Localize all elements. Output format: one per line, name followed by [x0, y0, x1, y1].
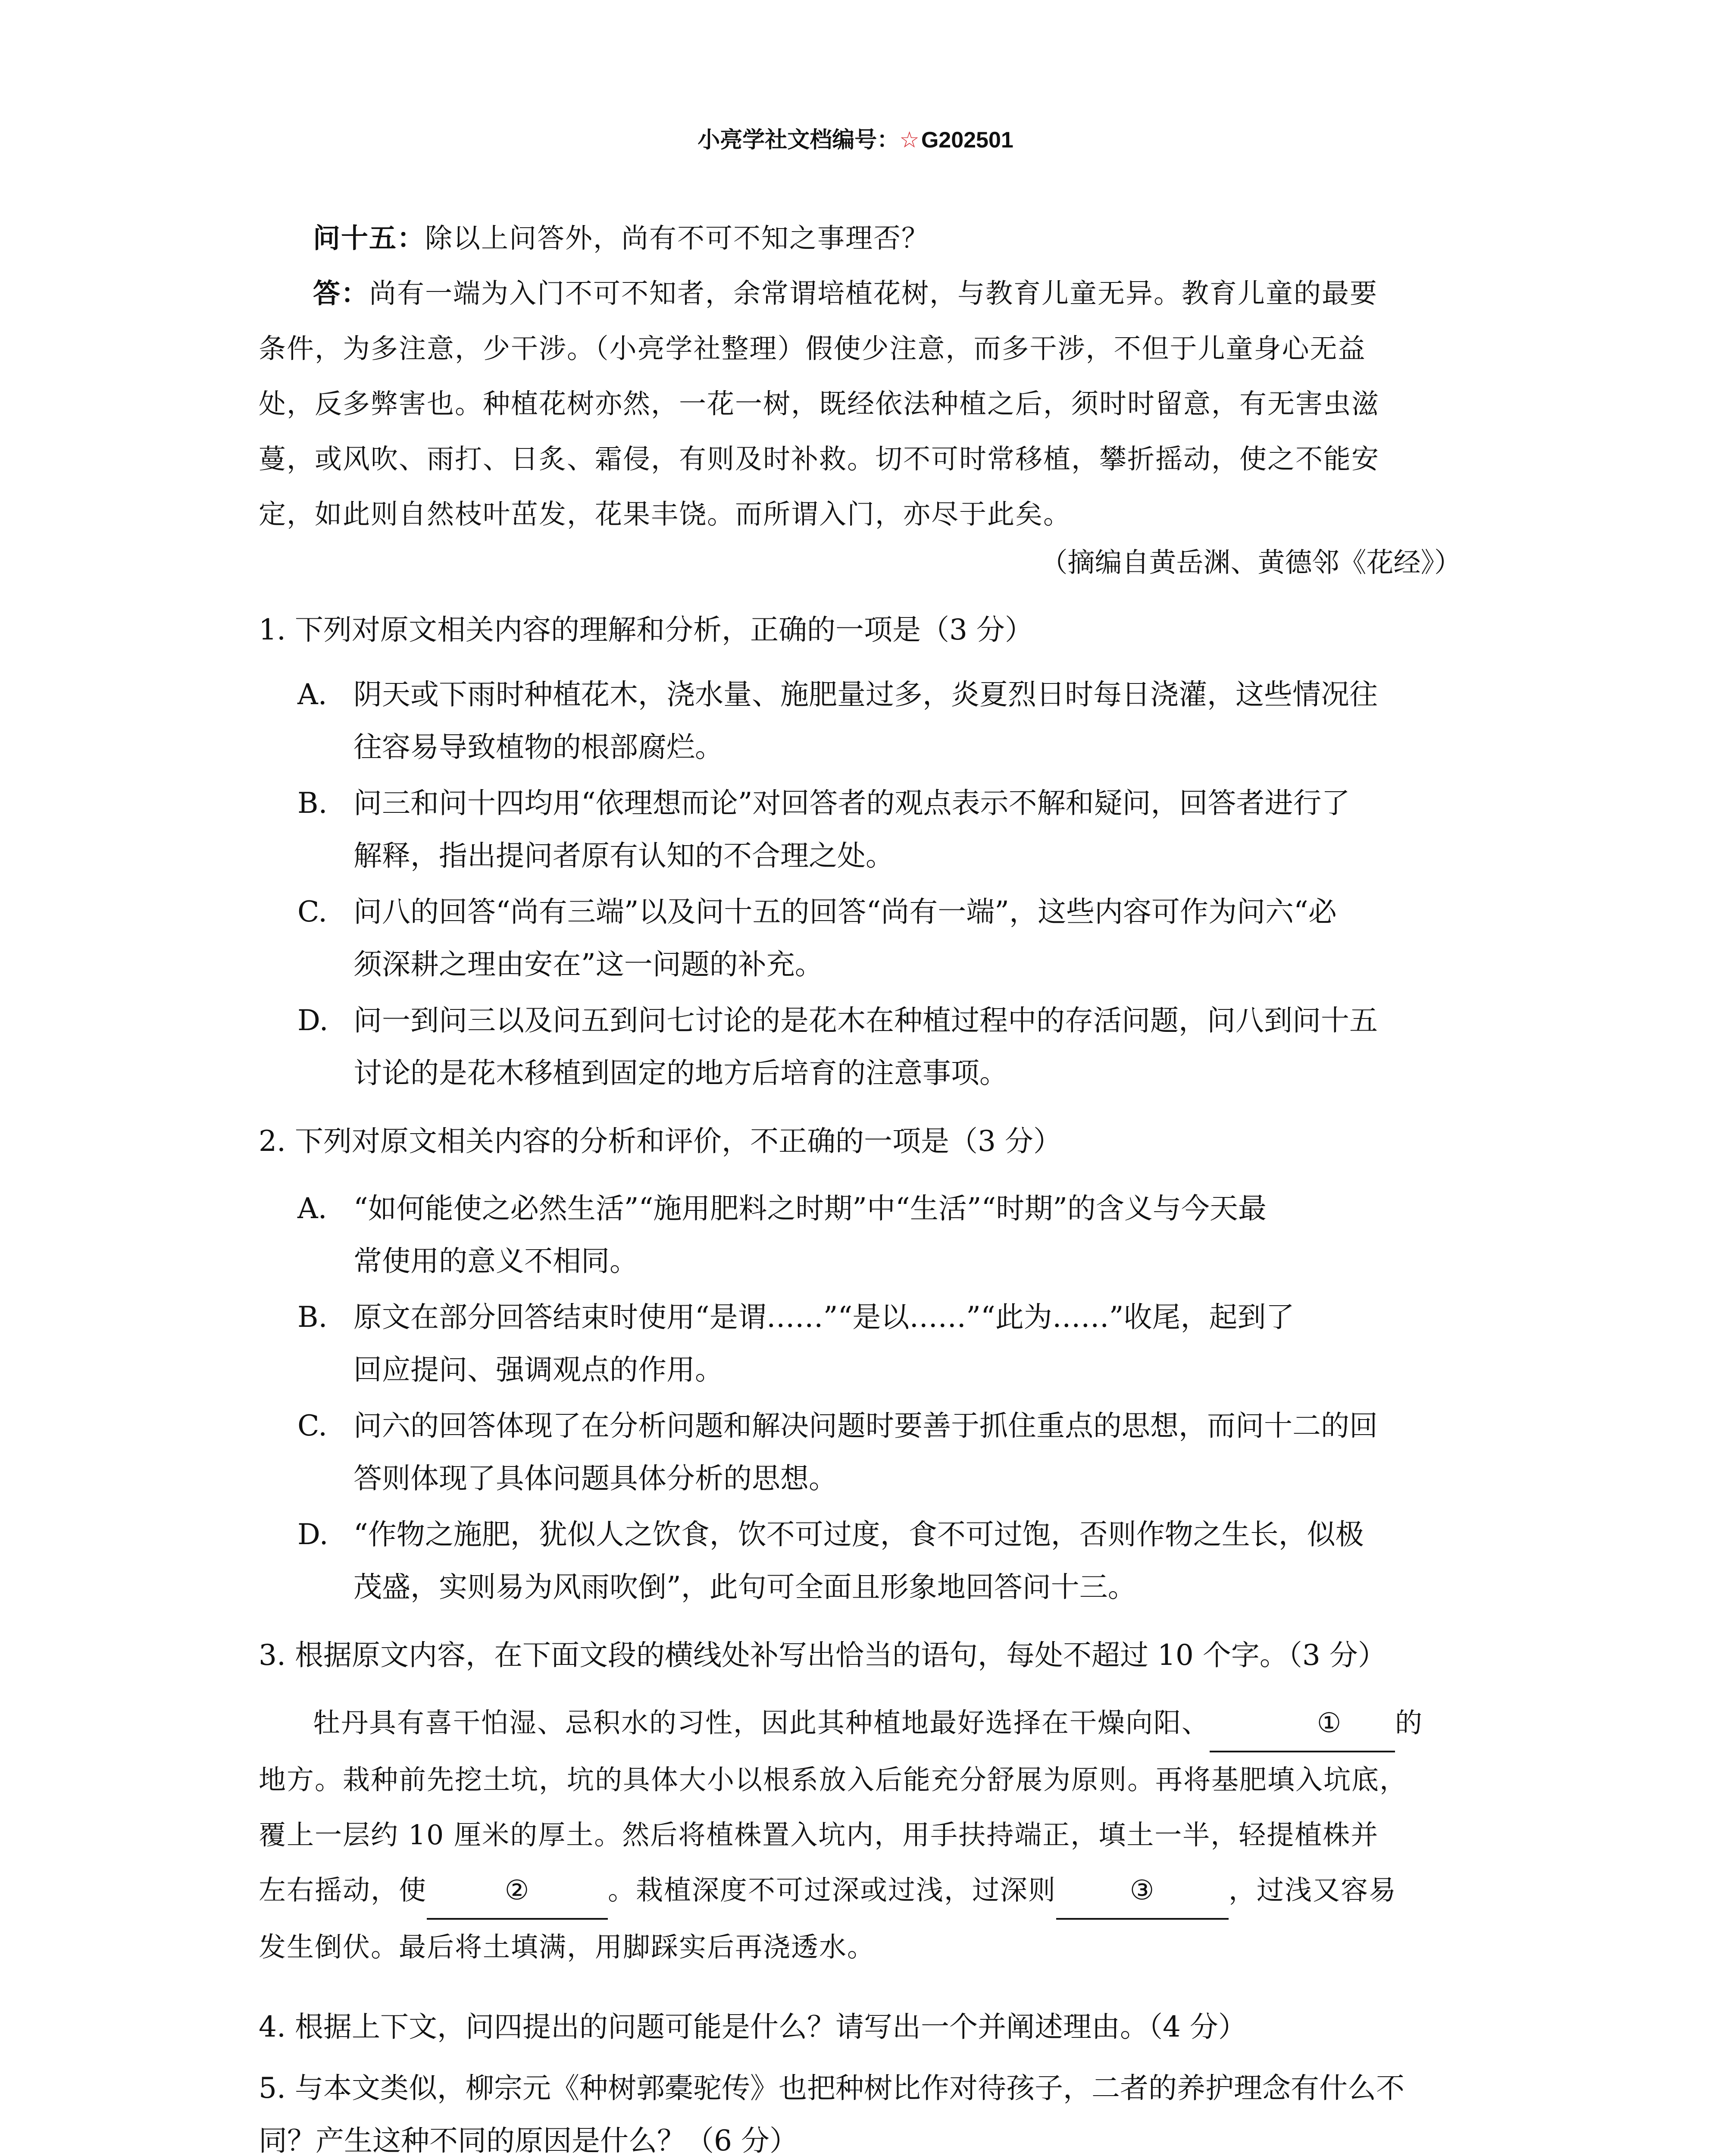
answer-blank-1[interactable]: [1210, 1695, 1395, 1752]
option-text-line2: 解释，指出提问者原有认知的不合理之处。: [353, 839, 894, 872]
q3-text: 牡丹具有喜干怕湿、忌积水的习性，因此其种植地最好选择在干燥向阳、: [313, 1707, 1210, 1739]
question-2-option-a: [297, 1182, 1466, 1288]
option-letter: D.: [297, 1518, 328, 1551]
blank-number: ③: [1129, 1874, 1155, 1906]
q3-text: 地方。栽种前先挖土坑，坑的具体大小以根系放入后能充分舒展为原则。再将基肥填入坑底，: [259, 1764, 1408, 1796]
header-prefix: 小亮学社文档编号：: [698, 128, 900, 153]
option-letter: B.: [297, 787, 328, 820]
option-letter: B.: [297, 1300, 328, 1334]
question-5-line1: 5. 与本文类似，柳宗元《种树郭橐驼传》也把种树比作对待孩子，二者的养护理念有什么不: [259, 2071, 1404, 2105]
question-1-stem: 1. 下列对原文相关内容的理解和分析，正确的一项是（3 分）: [259, 613, 1033, 646]
star-icon: ☆: [899, 128, 920, 153]
q3-text: 。栽植深度不可过深或过浅，过深则: [608, 1874, 1056, 1906]
question-3-passage: [259, 1695, 1466, 1975]
a15-line-1: 尚有一端为入门不可不知者，余常谓培植花树，与教育儿童无异。教育儿童的最要: [369, 278, 1378, 309]
option-text-line1: 问一到问三以及问五到问七讨论的是花木在种植过程中的存活问题，问八到问十五: [353, 1004, 1378, 1037]
option-letter: A.: [297, 678, 327, 711]
a15-line-3: 处，反多弊害也。种植花树亦然，一花一树，既经依法种植之后，须时时留意，有无害虫滋: [259, 388, 1379, 420]
option-text-line1: 阴天或下雨时种植花木，浇水量、施肥量过多，炎夏烈日时每日浇灌，这些情况往: [353, 678, 1378, 711]
question-4-stem: 4. 根据上下文，问四提出的问题可能是什么？请写出一个并阐述理由。（4 分）: [259, 2010, 1247, 2043]
q3-text: 覆上一层约 10 厘米的厚土。然后将植株置入坑内，用手扶持端正，填土一半，轻提植株并: [259, 1819, 1379, 1851]
option-text-line2: 回应提问、强调观点的作用。: [353, 1353, 723, 1386]
question-1-option-d: [297, 994, 1466, 1100]
option-text-line2: 常使用的意义不相同。: [353, 1244, 638, 1278]
q15-text: 除以上问答外，尚有不可不知之事理否？: [425, 222, 929, 254]
option-text-line1: “如何能使之必然生活”“施用肥料之时期”中“生活”“时期”的含义与今天最: [353, 1192, 1267, 1225]
a15-line-2: 条件，为多注意，少干涉。（小亮学社整理）假使少注意，而多干涉，不但于儿童身心无益: [259, 333, 1366, 364]
question-5-stem: [259, 2062, 1466, 2156]
option-text-line2: 茂盛，实则易为风雨吹倒”，此句可全面且形象地回答问十三。: [353, 1570, 1136, 1604]
option-text-line2: 讨论的是花木移植到固定的地方后培育的注意事项。: [353, 1056, 1008, 1090]
q3-text: 发生倒伏。最后将土填满，用脚踩实后再浇透水。: [259, 1931, 875, 1963]
option-letter: C.: [297, 1409, 328, 1442]
question-1-option-b: [297, 777, 1466, 882]
option-text-line2: 须深耕之理由安在”这一问题的补充。: [353, 948, 823, 981]
option-letter: A.: [297, 1192, 327, 1225]
q3-text: 的: [1395, 1707, 1423, 1739]
question-2-stem: 2. 下列对原文相关内容的分析和评价，不正确的一项是（3 分）: [259, 1125, 1062, 1158]
question-5-line2: 同？产生这种不同的原因是什么？（6 分）: [259, 2124, 798, 2156]
question-1-option-c: [297, 886, 1466, 991]
question-3-stem: 3. 根据原文内容，在下面文段的横线处补写出恰当的语句，每处不超过 10 个字。（3 分）: [259, 1639, 1386, 1672]
header-code: G202501: [921, 128, 1013, 153]
q15-label: 问十五：: [313, 222, 425, 254]
question-2-option-b: [297, 1291, 1466, 1396]
question-2-option-d: [297, 1508, 1466, 1614]
q3-text: 左右摇动，使: [259, 1874, 427, 1906]
option-text-line1: 原文在部分回答结束时使用“是谓……”“是以……”“此为……”收尾，起到了: [353, 1300, 1295, 1334]
document-header: [0, 122, 1711, 154]
passage-answer: [259, 266, 1461, 542]
option-text-line1: 问八的回答“尚有三端”以及问十五的回答“尚有一端”，这些内容可作为问六“必: [353, 895, 1337, 928]
option-text-line2: 答则体现了具体问题具体分析的思想。: [353, 1462, 837, 1495]
q3-text: ，过浅又容易: [1229, 1874, 1397, 1906]
option-letter: C.: [297, 895, 328, 928]
answer-blank-3[interactable]: [1056, 1863, 1229, 1920]
question-2-option-c: [297, 1400, 1466, 1505]
blank-number: ①: [1317, 1707, 1342, 1739]
blank-number: ②: [504, 1874, 530, 1906]
a15-label: 答：: [313, 277, 369, 309]
passage-source: （摘编自黄岳渊、黄德邻《花经》）: [1040, 547, 1461, 578]
option-letter: D.: [297, 1004, 328, 1037]
option-text-line1: “作物之施肥，犹似人之饮食，饮不可过度，食不可过饱，否则作物之生长，似极: [353, 1518, 1364, 1551]
passage-q15: [259, 210, 1461, 266]
question-1-option-a: [297, 668, 1466, 774]
option-text-line1: 问三和问十四均用“依理想而论”对回答者的观点表示不解和疑问，回答者进行了: [353, 787, 1350, 820]
a15-line-5: 定，如此则自然枝叶茁发，花果丰饶。而所谓入门，亦尽于此矣。: [259, 498, 1071, 530]
option-text-line2: 往容易导致植物的根部腐烂。: [353, 730, 723, 764]
a15-line-4: 蔓，或风吹、雨打、日炙、霜侵，有则及时补救。切不可时常移植，攀折摇动，使之不能安: [259, 443, 1379, 475]
answer-blank-2[interactable]: [427, 1863, 608, 1920]
option-text-line1: 问六的回答体现了在分析问题和解决问题时要善于抓住重点的思想，而问十二的回: [353, 1409, 1378, 1442]
